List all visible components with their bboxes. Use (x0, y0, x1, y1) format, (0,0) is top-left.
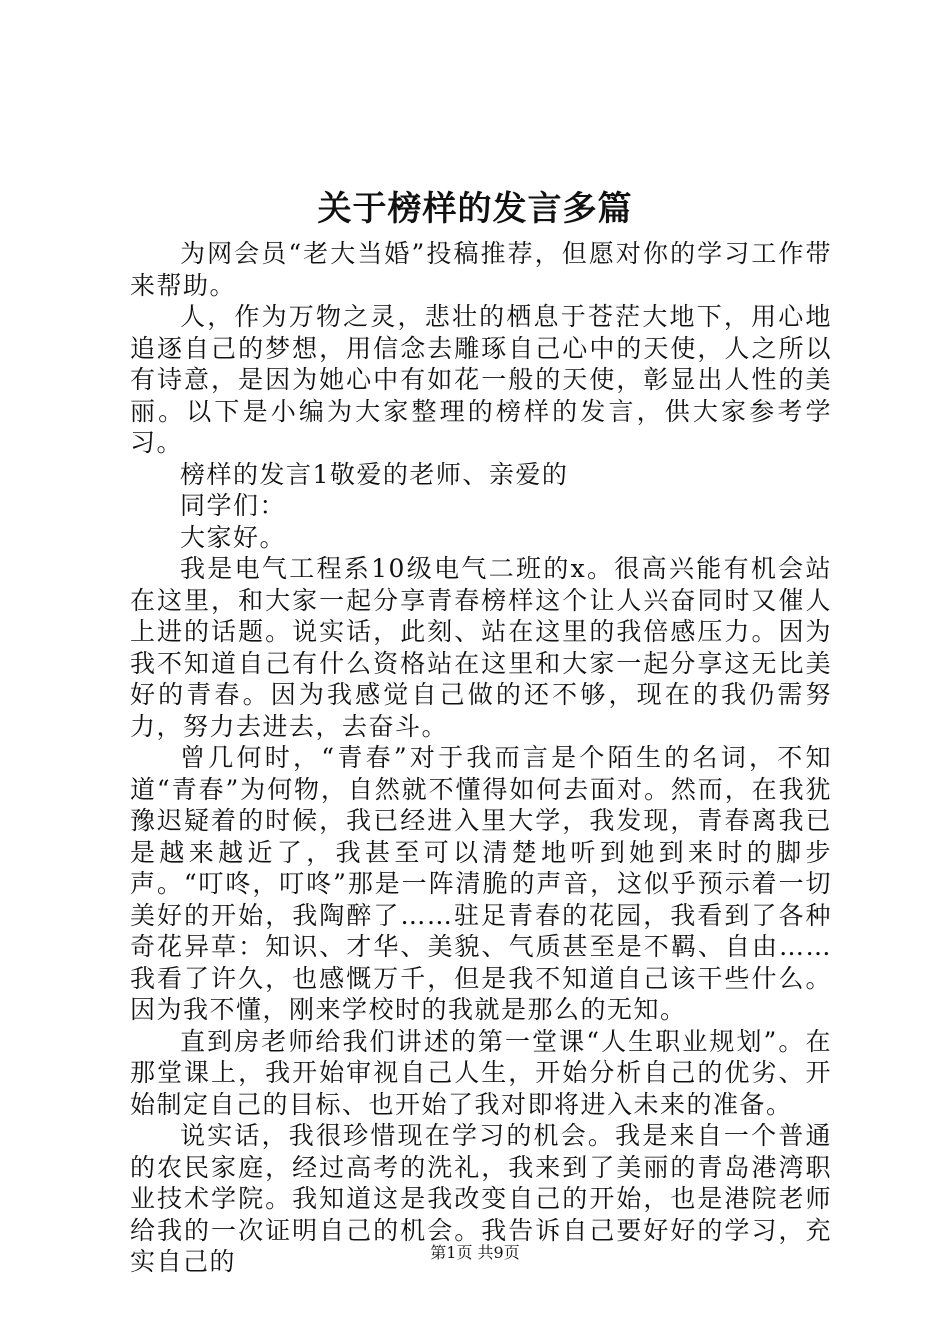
paragraph: 曾几何时，“青春”对于我而言是个陌生的名词，不知道“青春”为何物，自然就不懂得如何去面对。然而，在我犹豫迟疑着的时候，我已经进入里大学，我发现，青春离我已是越来越近了，我甚至可以清楚地听到她到来时的脚步声。“叮咚，叮咚”那是一阵清脆的声音，这似乎预示着一切美好的开始，我陶醉了……驻足青春的花园，我看到了各种奇花异草：知识、才华、美貌、气质甚至是不羁、自由……我看了许久，也感慨万千，但是我不知道自己该干些什么。因为我不懂，刚来学校时的我就是那么的无知。 (130, 743, 832, 1024)
document-title: 关于榜样的发言多篇 (317, 189, 633, 229)
paragraph: 说实话，我很珍惜现在学习的机会。我是来自一个普通的农民家庭，经过高考的洗礼，我来到了美丽的青岛港湾职业技术学院。我知道这是我改变自己的开始，也是港院老师给我的一次证明自己的机会。我告诉自己要好好的学习，充实自己的 (130, 1121, 832, 1276)
page-footer: 第1页 共9页 (430, 1243, 520, 1262)
paragraph: 直到房老师给我们讲述的第一堂课“人生职业规划”。在那堂课上，我开始审视自己人生，开始分析自己的优劣、开始制定自己的目标、也开始了我对即将进入未来的准备。 (130, 1026, 832, 1119)
paragraph: 我是电气工程系10级电气二班的x。很高兴能有机会站在这里，和大家一起分享青春榜样这个让人兴奋同时又催人上进的话题。说实话，此刻、站在这里的我倍感压力。因为我不知道自己有什么资格站在这里和大家一起分享这无比美好的青春。因为我感觉自己做的还不够，现在的我仍需努力，努力去进去，去奋斗。 (130, 554, 832, 741)
paragraph: 同学们： (180, 491, 287, 520)
document-body (130, 238, 832, 1278)
paragraph: 人，作为万物之灵，悲壮的栖息于苍茫大地下，用心地追逐自己的梦想，用信念去雕琢自己心中的天使，人之所以有诗意，是因为她心中有如花一般的天使，彰显出人性的美丽。以下是小编为大家整理的榜样的发言，供大家参考学习。 (130, 302, 832, 457)
paragraph: 为网会员“老大当婚”投稿推荐，但愿对你的学习工作带来帮助。 (130, 239, 832, 300)
paragraph: 大家好。 (180, 522, 287, 552)
paragraph: 榜样的发言1敬爱的老师、亲爱的 (180, 459, 569, 489)
